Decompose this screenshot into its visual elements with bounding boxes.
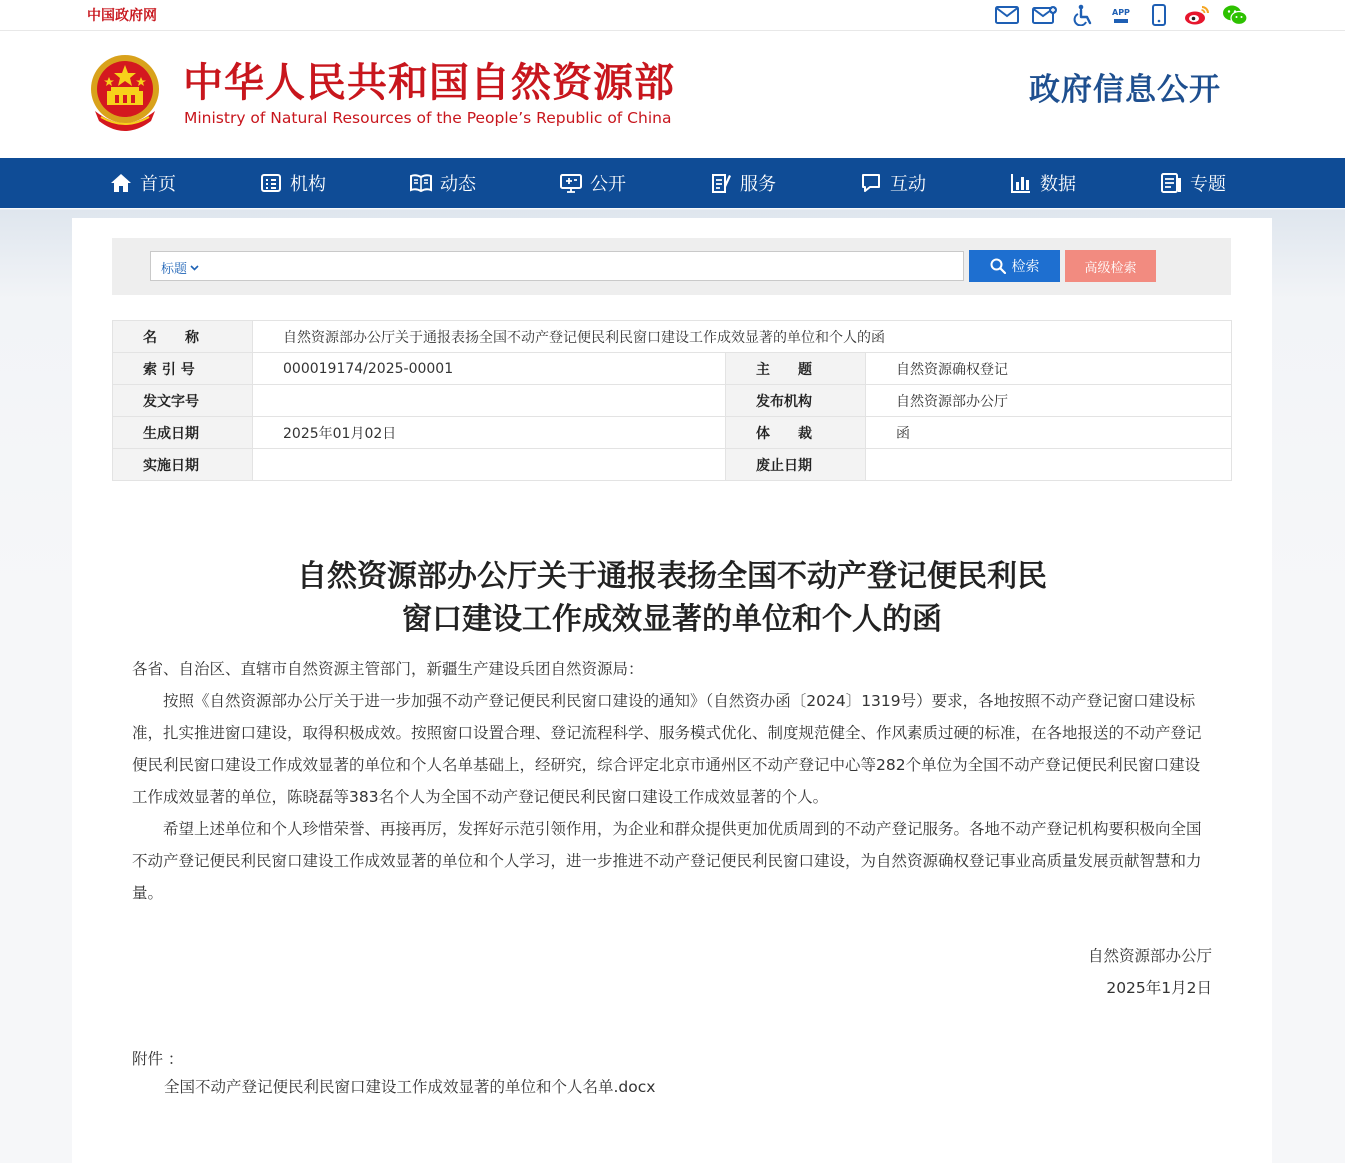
nav-item-label: 机构	[290, 174, 326, 195]
document-paragraph: 希望上述单位和个人珍惜荣誉、再接再厉，发挥好示范引领作用，为企业和群众提供更加优质周到的不动产登记服务。各地不动产登记机构要积极向全国不动产登记便民利民窗口建设工作成效显著的单位和个人学习，进一步推进不动产登记便民利民窗口建设，为自然资源确权登记事业高质量发展贡献智慧和力量。	[132, 820, 1202, 902]
document-date: 2025年1月2日	[1106, 979, 1212, 997]
nav-item-public[interactable]	[560, 158, 710, 208]
nav-item-org[interactable]	[260, 158, 410, 208]
mobile-icon[interactable]	[1140, 3, 1178, 27]
document-paragraph: 按照《自然资源部办公厅关于进一步加强不动产登记便民利民窗口建设的通知》（自然资办函〔2024〕1319号）要求，各地按照不动产登记窗口建设标准，扎实推进窗口建设，取得积极成效。按照窗口设置合理、登记流程科学、服务模式优化、制度规范健全、作风素质过硬的标准，在各地报送的不动产登记便民利民窗口建设工作成效显著的单位和个人名单基础上，经研究，综合评定北京市通州区不动产登记中心等282个单位为全国不动产登记便民利民窗口建设工作成效显著的单位，陈晓磊等383名个人为全国不动产登记便民利民窗口建设工作成效显著的个人。	[132, 692, 1202, 806]
search-icon	[990, 258, 1006, 274]
mail-icon[interactable]	[988, 3, 1026, 27]
app-icon[interactable]	[1102, 3, 1140, 27]
document-signer: 自然资源部办公厅	[1087, 947, 1212, 965]
chart-icon	[1010, 172, 1032, 194]
document-title-line2: 窗口建设工作成效显著的单位和个人的函	[402, 602, 942, 637]
search-type-select[interactable]	[161, 258, 199, 277]
top-icons	[988, 3, 1254, 27]
meta-value-publisher: 自然资源部办公厅	[866, 385, 1232, 417]
meta-key-genre: 体 裁	[726, 417, 866, 449]
meta-key-effective: 实施日期	[113, 449, 253, 481]
home-icon	[110, 172, 132, 194]
document-signature	[1088, 940, 1212, 1004]
main-nav	[0, 158, 1345, 208]
org-icon	[260, 172, 282, 194]
meta-key-expiry: 废止日期	[726, 449, 866, 481]
nav-item-service[interactable]	[710, 158, 860, 208]
document-title	[72, 555, 1272, 641]
site-name-en: Ministry of Natural Resources of the People’s Republic of China	[184, 109, 672, 127]
meta-key-docno: 发文字号	[113, 385, 253, 417]
chat-icon	[860, 172, 882, 194]
meta-key-topic: 主 题	[726, 353, 866, 385]
table-row	[113, 385, 1232, 417]
top-bar	[0, 0, 1345, 31]
section-title: 政府信息公开	[1029, 72, 1221, 108]
document-salutation: 各省、自治区、直辖市自然资源主管部门，新疆生产建设兵团自然资源局：	[132, 660, 644, 678]
service-icon	[710, 172, 732, 194]
content-panel	[72, 218, 1272, 1163]
chevron-down-icon	[190, 265, 199, 271]
meta-value-effective	[253, 449, 726, 481]
meta-key-index: 索 引 号	[113, 353, 253, 385]
advanced-search-button[interactable]: 高级检索	[1065, 250, 1156, 282]
nav-item-home[interactable]	[110, 158, 260, 208]
nav-item-topic[interactable]	[1160, 158, 1310, 208]
nav-item-label: 首页	[140, 174, 176, 195]
meta-value-topic: 自然资源确权登记	[866, 353, 1232, 385]
book-icon	[410, 172, 432, 194]
national-emblem-icon	[85, 51, 165, 135]
document-body	[132, 653, 1212, 909]
search-button[interactable]	[969, 250, 1060, 282]
site-header	[0, 31, 1345, 158]
meta-value-genre: 函	[866, 417, 1232, 449]
nav-item-data[interactable]	[1010, 158, 1160, 208]
attachment-link[interactable]: 全国不动产登记便民利民窗口建设工作成效显著的单位和个人名单.docx	[164, 1078, 656, 1096]
accessibility-icon[interactable]	[1064, 3, 1102, 27]
app-icon-text: APP	[1112, 8, 1130, 17]
nav-item-interact[interactable]	[860, 158, 1010, 208]
document-title-line1: 自然资源部办公厅关于通报表扬全国不动产登记便民利民	[297, 559, 1047, 594]
search-field-wrap	[150, 251, 964, 281]
wechat-icon[interactable]	[1216, 3, 1254, 27]
search-input[interactable]	[213, 254, 953, 278]
nav-item-label: 数据	[1040, 174, 1076, 195]
meta-key-name: 名 称	[113, 321, 253, 353]
meta-key-publisher: 发布机构	[726, 385, 866, 417]
gov-portal-link[interactable]: 中国政府网	[87, 8, 157, 24]
nav-item-label: 专题	[1190, 174, 1226, 195]
nav-item-label: 互动	[890, 174, 926, 195]
nav-item-label: 公开	[590, 174, 626, 195]
monitor-icon	[560, 172, 582, 194]
meta-value-docno	[253, 385, 726, 417]
site-name-cn: 中华人民共和国自然资源部	[183, 60, 675, 106]
table-row	[113, 449, 1232, 481]
document-metadata-table	[112, 320, 1232, 481]
meta-key-created: 生成日期	[113, 417, 253, 449]
weibo-icon[interactable]	[1178, 3, 1216, 27]
nav-item-label: 动态	[440, 174, 476, 195]
table-row	[113, 321, 1232, 353]
meta-value-name: 自然资源部办公厅关于通报表扬全国不动产登记便民利民窗口建设工作成效显著的单位和个人的函	[253, 321, 1232, 353]
nav-item-news[interactable]	[410, 158, 560, 208]
attachment-label: 附件 ：	[132, 1050, 184, 1068]
topic-icon	[1160, 172, 1182, 194]
search-type-label: 标题	[161, 262, 188, 277]
search-bar	[112, 238, 1231, 295]
table-row	[113, 353, 1232, 385]
nav-item-label: 服务	[740, 174, 776, 195]
mailbox-icon[interactable]	[1026, 3, 1064, 27]
meta-value-index: 000019174/2025-00001	[253, 353, 726, 385]
search-button-label: 检索	[1011, 259, 1040, 275]
meta-value-expiry	[866, 449, 1232, 481]
table-row	[113, 417, 1232, 449]
meta-value-created: 2025年01月02日	[253, 417, 726, 449]
